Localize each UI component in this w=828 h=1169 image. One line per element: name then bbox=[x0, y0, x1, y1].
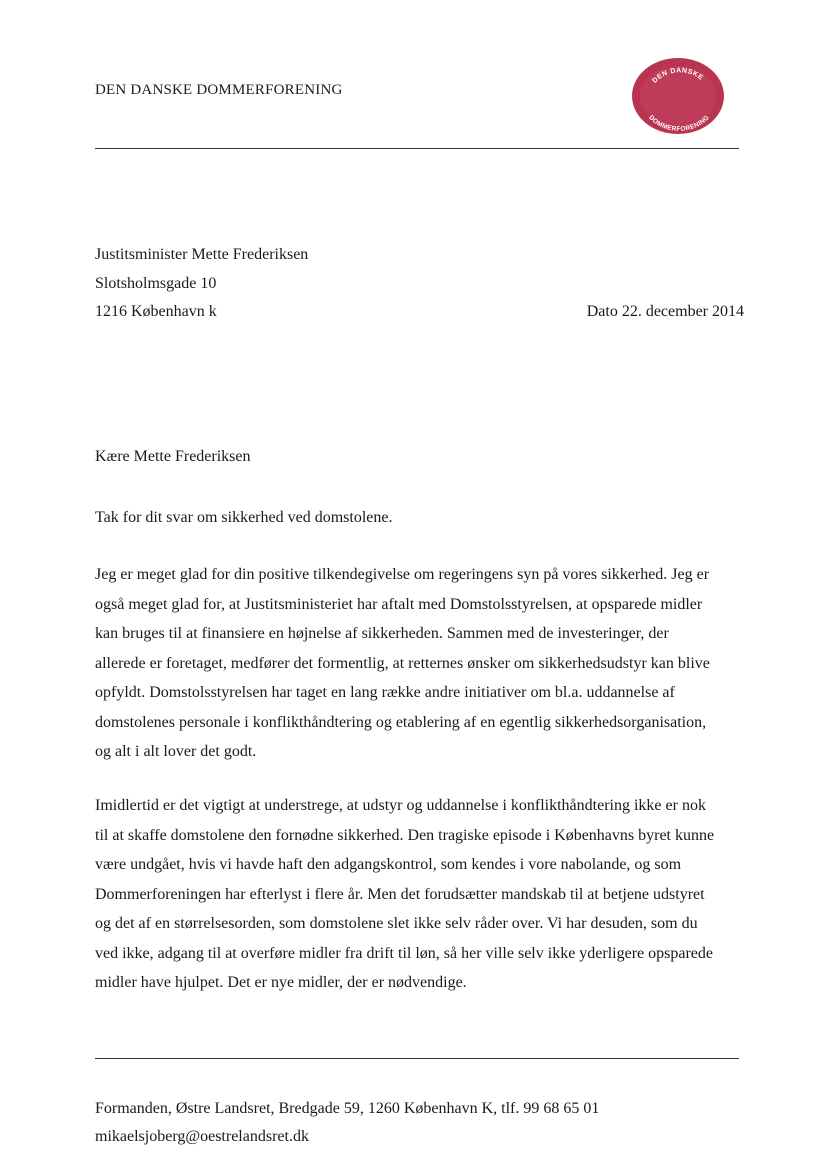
paragraph-line: og det af en størrelsesorden, som domstolene slet ikke selv råder over. Vi har desuden, som du bbox=[95, 915, 698, 932]
footer-address: Formanden, Østre Landsret, Bredgade 59, 1260 København K, tlf. 99 68 65 01 bbox=[95, 1100, 600, 1117]
header-divider bbox=[95, 148, 739, 149]
footer-divider bbox=[95, 1058, 739, 1059]
recipient-street: Slotsholmsgade 10 bbox=[95, 275, 217, 292]
seal-bottom-text: DOMMERFORENING bbox=[647, 114, 711, 133]
recipient-name: Justitsminister Mette Frederiksen bbox=[95, 246, 309, 263]
body-paragraph-3 bbox=[95, 791, 755, 998]
paragraph-line: Dommerforeningen har efterlyst i flere år. Men det forudsætter mandskab til at betjene udstyret bbox=[95, 885, 705, 903]
paragraph-line: til at skaffe domstolene den fornødne sikkerhed. Den tragiske episode i Københavns byret kunne bbox=[95, 826, 715, 844]
footer-email: mikaelsjoberg@oestrelandsret.dk bbox=[95, 1128, 309, 1145]
paragraph-line: midler have hjulpet. Det er nye midler, der er nødvendige. bbox=[95, 974, 467, 991]
association-seal-logo bbox=[630, 56, 726, 136]
seal-top-text: DEN DANSKE bbox=[651, 67, 705, 85]
paragraph-line: kan bruges til at finansiere en højnelse af sikkerheden. Sammen med de investeringer, der bbox=[95, 625, 669, 642]
paragraph-line: også meget glad for, at Justitsministeriet har aftalt med Domstolsstyrelsen, at opsparede midler bbox=[95, 595, 703, 613]
paragraph-line: ved ikke, adgang til at overføre midler fra drift til løn, så her ville selv ikke yderligere opsparede bbox=[95, 944, 713, 962]
letter-date: Dato 22. december 2014 bbox=[586, 303, 744, 320]
paragraph-line: domstolenes personale i konflikthåndtering og etablering af en egentlig sikkerhedsorganisation, bbox=[95, 713, 707, 731]
paragraph-line: Jeg er meget glad for din positive tilkendegivelse om regeringens syn på vores sikkerhed. Jeg er bbox=[95, 566, 710, 583]
paragraph-line: opfyldt. Domstolsstyrelsen har taget en lang række andre initiativer om bl.a. uddannelse af bbox=[95, 684, 675, 701]
body-paragraph-2 bbox=[95, 560, 755, 767]
paragraph-line: Imidlertid er det vigtigt at understrege, at udstyr og uddannelse i konflikthåndtering ikke er nok bbox=[95, 797, 706, 814]
paragraph-line: være undgået, hvis vi havde haft den adgangskontrol, som kendes i vore nabolande, og som bbox=[95, 856, 682, 873]
body-paragraph-1 bbox=[95, 503, 755, 533]
paragraph-line: Tak for dit svar om sikkerhed ved domstolene. bbox=[95, 509, 393, 526]
recipient-city: 1216 København k bbox=[95, 303, 217, 320]
salutation: Kære Mette Frederiksen bbox=[95, 448, 251, 465]
paragraph-line: allerede er foretaget, medfører det formentlig, at retternes ønsker om sikkerhedsudstyr kan blive bbox=[95, 654, 710, 672]
paragraph-line: og alt i alt lover det godt. bbox=[95, 743, 257, 760]
organization-name: DEN DANSKE DOMMERFORENING bbox=[95, 82, 343, 98]
